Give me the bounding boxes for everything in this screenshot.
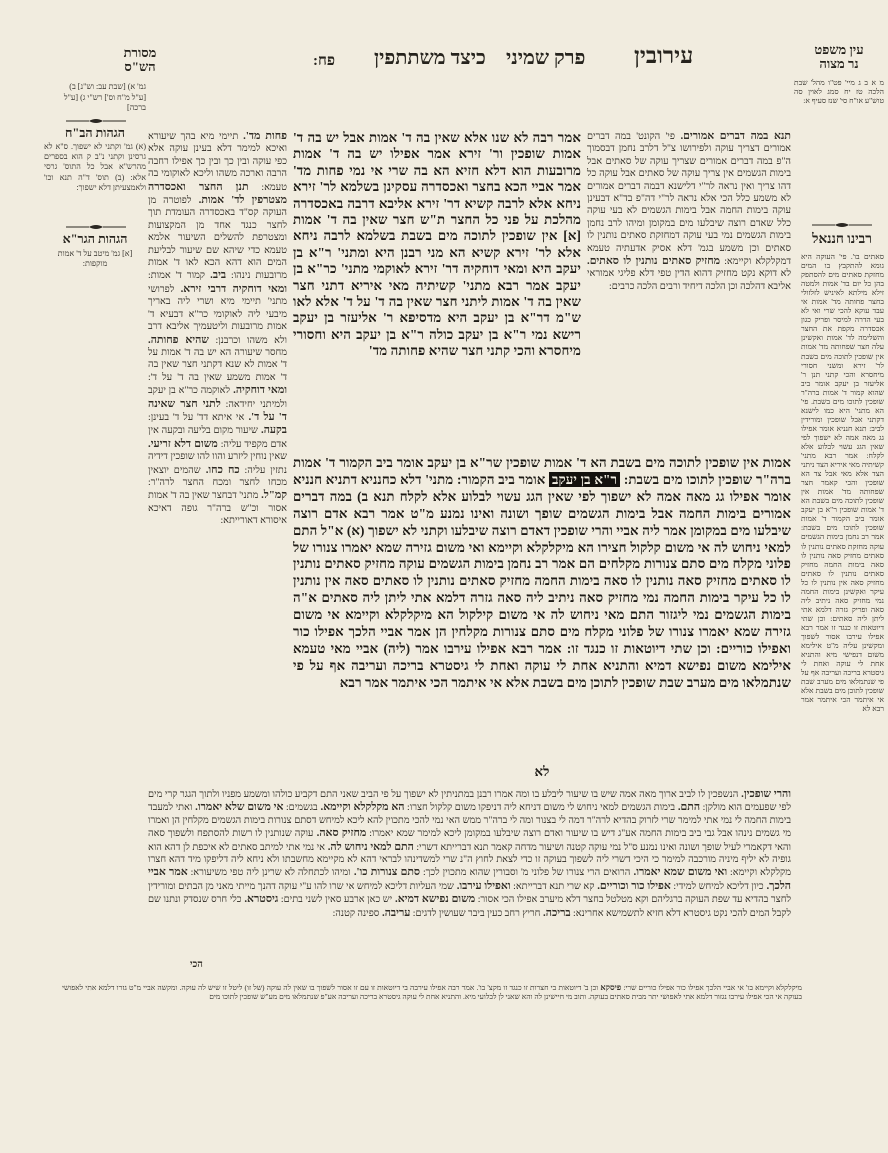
divider-ornament bbox=[64, 222, 128, 232]
masechet-title: עירובין bbox=[634, 43, 694, 68]
masoret-title-line2: הש"ס bbox=[124, 59, 156, 74]
rashi-column: פחות מד'. תיימי מיא בהך שיעורא ואיכא למימר דלא בעינן עוקה אלא כפי עוקה ובין כך ובין כך אפילו רחבה הרבה וארכה משהו וליכא לאוקומי בה טעמא: תנן החצר ואכסדרה מצטרפין לד' אמות. לפוטרה מן העוקה קס"ד באכסדרה העומדת תוך לחצר כנגד אחד מן המקצועות ומצטרפת להשלים השיעור אלמא טעמא כדי שיהא שם שיעור לבליעת המים הוא דהא הכא לאו ד' אמות מרובעות נינהו: ביב. קמור ד' אמות: ומאי דוחקיה דרבי זירא. לפרושי מתני' תיימי מיא ושרי ליה באריך מיבעי ליה לאוקומי כר"א דבעיא ד' אמות מרובעות וליטעמיך אליבא דרב ולא משהו וכרבנן: שהיא פחותה. מחסר שיעורה הא יש בה ד' אמות על ד' אמות לא שנא דקתני חצר שאין בה ד' אמות משמע שאין בה ד' על ד': ומאי דוחקיה. לאוקמה כר"א בן יעקב ולמיתני יחידאה: לתני חצר שאינה ד' על ד'. אי איתא דד' על ד' בעינן: בקעה. שיעור מקום בליעה ובקעה אין אדם מקפיד עליה: משום דלא זריעי. שאין נוחין ליזרע והוו להו שופכין דידיה נתזין עליה: כח כחו. שהמים יוצאין מכחו לחצר ומכח החצר לרה"ר: קמ"ל. מתני' דבחצר שאין בה ד' אמות אסור וכ"ש ברה"ר גופה דאיכא איסורא דאורייתא: bbox=[148, 130, 287, 527]
gemara-text-before-highlight: אמות אין שופכין לתוכה מים בשבת הא ד' אמות שופכין שר"א בן יעקב אומר ביב הקמור ד' אמות ברה"ר שופכין לתוכו מים בשבת: bbox=[293, 455, 791, 487]
gemara-highlight: ר"א בן יעקב bbox=[549, 472, 620, 487]
ein-mishpat-text: מ א ב ג מיי' פט"ו מהל' שבת הלכה טז יח סמג לאוין סה טוש"ע או"ח סי' שנז סעיף א: bbox=[794, 78, 884, 106]
gemara-column-top: אמר רבה לא שנו אלא שאין בה ד' אמות אבל יש בה ד' אמות שופכין ור' זירא אמר אפילו יש בה ד' אמות מרובעות הוא דלא חזיא הא בה שרי אי נמי פחות מד' אמר אביי הכא בחצר ואכסדרה עסקינן בשלמא לר' זירא ניחא אלא לרבה קשיא דר' זירא אליבא דרבה באכסדרה מהלכת על פני כל החצר ת"ש חצר שאין בה ד' אמות [א] אין שופכין לתוכה מים בשבת בשלמא לרבה ניחא אלא לר' זירא קשיא הא מני רבנן היא ומתני' ר"א בן יעקב היא ומאי דוחקיה דר' זירא לאוקמי מתני' כר"א בן יעקב אמר רבא מתני' קשיתיה מאי איריא דתני חצר שאין בה ד' אמות ליתני חצר שאין בה ד' על ד' אלא לאו ש"מ דר"א בן יעקב היא מדסיפא ר' אליעזר בן יעקב רישא נמי ר"א בן יעקב כולה ר"א בן יעקב היא וחסורי מיחסרא והכי קתני חצר שהיא פחותה מד' bbox=[293, 130, 581, 359]
hagahot-habach-text: (א) גמ' וקתני לא ישפוך. ס"א לא גרסינן וקתני נ"ב ק הוא בספרים מהרש"א אבל כל התוס' גרסי אלא: (ב) תוס' ד"ה תנא וכו' ולאמצעיתן דלא ישפוך: bbox=[44, 142, 146, 192]
rabbeinu-chananel-title: רבינו חננאל bbox=[812, 231, 872, 246]
gemara-text-after-highlight: אומר ביב הקמור: מתני' דלא כחנניא דתניא חנניא אומר אפילו גג מאה אמה לא ישפוך לפי שאין הגג עשוי לבלוע אלא לקלח תנא ב) במה דברים אמורים בימות החמה אבל בימות הגשמים שופך ושונה ואינו נמנע מ"ט אמר רבא אדם רוצה שיבלעו מים במקומן אמר ליה אביי והרי שופכין דאדם רוצה שיבלעו וקתני לא ישפוך (א) א"ל התם למאי ניחוש לה אי משום קלקול חצירו הא מיקלקלא וקיימא ואי משום גזירה שמא יאמרו צנורו של פלוני מקלח מים סתם צנורות מקלחים הם אמר רב נחמן בימות הגשמים עוקה מחזיק סאתים נותנין לו סאתים מחזיק סאה נותנין לו סאה בימות החמה מחזיק סאתים נותנין לו סאתים סאה אין נותנין לו כל עיקר בימות החמה נמי מחזיק סאה ניתיב ליה סאה גזרה דלמא אתי ליתן ליה סאתים א"ה בימות הגשמים נמי ליגזור התם מאי ניחוש לה אי משום קילקול הא מיקלקלא וקיימא אי משום גזירה שמא יאמרו צנורו של פלוני מקלח מים סתם צנורות מקלחין הן אמר אביי הלכך אפילו כור ואפילו כוריים: וכן שתי דיוטאות זו כנגד זו: אמר רבא אפילו עירבו אמר (ליה) אביי מאי טעמא אילימא משום נפישא דמיא והתניא אחת לי עוקה ואחת לי גיסטרא בריכה ועריבה אף על פי שנתמלאו מים מערב שבת שופכין לתוכן מים בשבת אלא אי איתמר הכי איתמר אמר רבא bbox=[293, 471, 791, 690]
divider-ornament bbox=[64, 116, 128, 126]
ein-mishpat-title-line1: עין משפט bbox=[814, 42, 864, 57]
hagahot-hagra-text: [א] גמ' מיטב על ד' אמות מוקפות: bbox=[57, 249, 133, 269]
perek-name-title: כיצד משתתפין bbox=[374, 47, 486, 69]
daf-number: פח: bbox=[313, 53, 336, 69]
hagahot-hagra-title: הגהות הגר"א bbox=[62, 232, 128, 246]
gemara-catchword: לא bbox=[534, 764, 550, 779]
rabbeinu-chananel-bottom-strip: מיקלקלא וקיימא בו' אי אביי הלכך אפילו כור אפילו כוריים שרי: פיסקא וכן ב' דיוטאות בי חצרות זו כנגד זו מקצ' בו'. אמר רבה אפילו עירבה בי דיוטאות זו עם זו אסור לשפוך בו שאין לה עוקה (של זו) ליטל זו שיש לה עוקה. ומקשה אביי מ"ט גזרו דלמא אתי לאפושי בעוקה אי הכי אפילו עירבו נגזור דלמא אתי לאפושי יתר מבית סאתים בעוקה. ותוב מי חיישינן לה והא שאני לן לבלועי מיא. והתניא אחת לי עוקה גיסטרא בריכה ועריבה אע"פ שנתמלאו מים מע"ש שופכין לתוכו מים bbox=[62, 983, 802, 1002]
hagahot-habach-title: הגהות הב"ח bbox=[64, 126, 125, 140]
ein-mishpat-title bbox=[795, 43, 883, 71]
rabbeinu-chananel-text: סאתים בו'. פי' העוקה היא גומא להתקבץ בו המים מחזקת סאתים מים להסתפק בהן כל יום בד' אמות ולמטה זילא מילתא לאיניש לזלזולי בחצר פחותה מד' אמות אי עבד עוקא להכי שרי ואי לא בעי הדרה למיסר ופריק כגון אכסדרה מקפת את החצר והשלימה לד' אמות ואקשינן עלה חצר שפחותה מד' אמות אין שופכין לתוכה מים בשבת לר' זירא ומשני חסורי מיחסרא והכי קתני תנן ר' אליעזר בן יעקב אומר ביב שהוא קמור ד' אמות ברה"ר שופכין לתוכו מים בשבת. פי' הא מתני' היא כמו לישנא דקתני אבל שופכין ומורידין לביב: תנא חנניא אומר אפילו גג מאה אמה לא ישפוך לפי שאין הגג עשוי לבלוע אלא לקלח: אמר רבא מתני' קשיתיה מאי איריא הצד ניתני הצד אלא מאי אבל צד הא שופכין והכי קאמר חצר שפחותה מד' אמות אין שופכין לתוכה מים בשבת הא ד' אמות שופכין ר"א בן יעקב אומר ביב הקמור ד' אמות שופכין לתוכו מים בשבת: אמר רב נחמן בימות הגשמים עוקה מחזקת סאתים נותנין לו סאתים מחזיק סאה נותנין לו סאה בימות החמה מחזיק סאתים נותנין לו סאתים מחזיק סאה אין נותנין לו כל עיקר ואקשינן בימות החמה נמי מחזיק סאה ניתיב ליה סאה ופריק גזרה דלמא אתי ליתן ליה סאתים: וכן שתי דיוטאות זו כנגד זו אמר רבא אפילו עירבו אסור לשפוך ומקשינן עליה מ"ט אילימא משום דנפישי מיא והתניא אחת לי עוקה ואחת לי גיסטרא בריכה ועריבה אף על פי שנתמלאו מים מערב שבת שופכין לתוכן מים בשבת אלא אי איתמר הכי איתמר אמר רבא לא bbox=[801, 252, 884, 714]
rashi-catchword: הכי bbox=[190, 959, 203, 970]
rashi-bottom: והרי שופכין. הנשפכין לו לביב ארוך מאה אמה שיש בו שיעור ליבלע בו ומה אמרו רבנן במתניתין לא ישפוך על פי הביב שאני התם דקביע כולהו ומשמע מפניו ולתוך הגגר קרי מים לפי שפעמים הוא מולקן: התם. בימות הגשמים למאי ניחוש לי משום דניחא ליה דניפקו משום קלקול חצרו: הא מקלקלא וקיימא. בגשמים: אי משום שלא יאמרו. ואתי למעבד בימות החמה לי נמי אתי למימר שרי לזרוק בהדיא לרה"ר דמה לי בצנור ומה לי ברה"ר ממש האי נמי להכי מתכוין להא ליכא למיחש דסתם צנורות בימות הגשמים מקלחין הן ואמרו מי גשמים נינהו אבל גבי ביב בימות החמה אע"ג דיש בו שיעור ואדם רוצה שיבלעו במקומן ליכא למימר שמא יאמרו: מחזיק סאה. עוקה שנותנין לו רשות להסתפח ולשפוך סאה והאי דקאמרי לעיל שופך ושונה ואינו נמנע ס"ל נמי עוקה קטנה ושיעור מדחה קאמר תנא דברייתא דשרי: התם למאי ניחוש לה. אי נמי אתי למיתב סאתים לא איכפת לן דהא הוא גופיה לא יליף מיניה מורכבה למימר כי היכי דשרי ליה לשפוך בעוקה זו כדי לצאת לחוץ ה"נ שרי למשדינהו לבראי דהא לא מקיימא מחשבתו ולא ניחא ליה דליפקו מיד דהא חצרו מקלקלא וקיימא: ואי משום שמא יאמרו. הרואים הרי צנורו של פלוני מ' וסבורין שהוא מתכוין לכך: סתם צנורות כו'. ומיהו לכתחלה לא שרינן ליה טפי משיעורא: אמר אביי הלכך. כיון דליכא למיחש למידי: אפילו כור וכוריים. קא שרי תנא דברייתא: ואפילו עירבו. שמי העליות דליכא למיחש אי שרו להו ע"י עוקה דהנך מייתי מאני מן הבתים ומורידין לחצר בהדיא עד שפת העוקה ברגליהם וקא מטלטל בחצר דלא מיערב אפילו הכי אסור: משום נפישא דמיא. יש כאן ארבע סאין לשני בתים: גיסטרא. כלי חרס שנסדק ונתנו שם לקבל המים להכי נקט גיסטרא דלא חזיא לתשמישא אחרינא: בריכה. חריץ רחב כעין ביבר שעושין לדגים: עריבה. ספינה קטנה: bbox=[148, 788, 791, 919]
masoret-hashas-title bbox=[98, 46, 182, 74]
perek-number-title: פרק שמיני bbox=[506, 47, 586, 69]
gemara-main bbox=[293, 455, 791, 760]
masoret-refs: גמ' א) [שבת עב: וש"נ] ב) [ע"ל מ"ח וס'] רש"י ג) [ע"ל ברכה] bbox=[63, 82, 146, 112]
masoret-title-line1: מסורת bbox=[123, 45, 157, 60]
ein-mishpat-title-line2: נר מצוה bbox=[819, 56, 859, 71]
tosafot-column: תנא במה דברים אמורים. פי' הקונט' במה דברים אמורים דצריך עוקה ולפירושו צ"ל דלרב נחמן דבסמוך ה"פ במה דברים אמורים שצריך עוקה של סאתים אבל בימות הגשמים אין צריך עוקה של סאתים אבל עוקה כל דהו צריך ואין נראה לר"י דלישנא דבמה דברים אמורים לא משמע כלל הכי אלא נראה לר"י דה"פ בד"א דבעינן עוקה בימות החמה אבל בימות הגשמים לא בעי עוקה כלל שאדם רוצה שיבלעו מים במקומן ומיהו לרב נחמן בימות הגשמים נמי בעי עוקה דמחזקת סאתים נותנין לו סאתים וכן משמע בגמ' דלא אסיק אדעתיה טעמא דמקלקלא וקיימא: מחזיק סאתים נותנין לו סאתים. לא דוקא נקט מחזיק דהוא הדין טפי דלא פליגי אמוראי אליבא דהלכה וכן הלכה דיחיד ורבים הלכה כרבים: bbox=[587, 130, 791, 292]
divider-ornament bbox=[810, 220, 874, 230]
